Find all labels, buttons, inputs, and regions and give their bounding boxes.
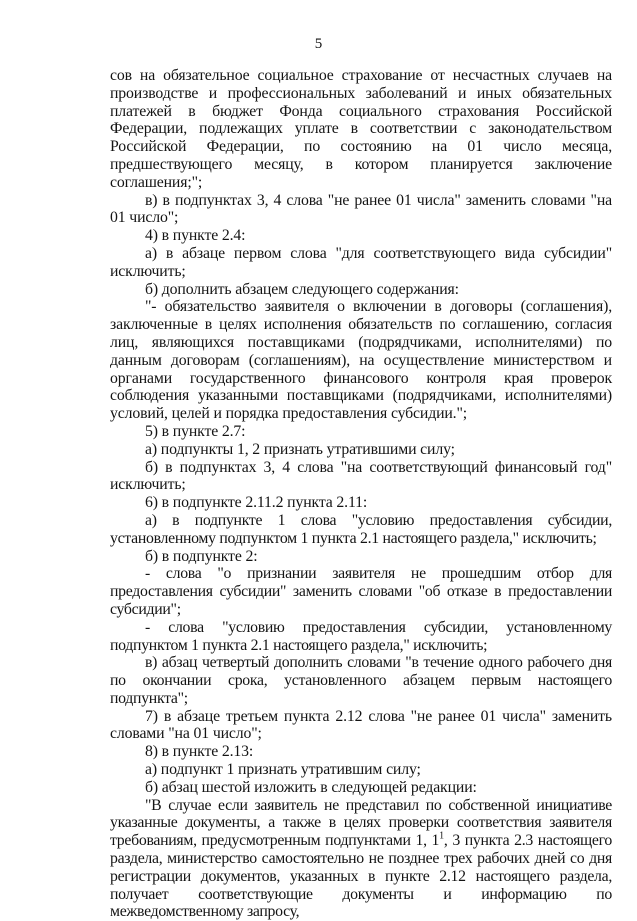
- paragraph-item-4b: б) дополнить абзацем следующего содержания:: [145, 280, 459, 298]
- paragraph-item-7: 7) в абзаце третьем пункта 2.12 слова "не ранее 01 числа" заменить словами "на 01 число";: [110, 707, 612, 743]
- paragraph-item-6v: в) абзац четвертый дополнить словами "в течение одного рабочего дня по окончании срока, установленного абзацем первым настоящего подпункта";: [110, 654, 612, 707]
- document-body: [110, 67, 612, 921]
- paragraph-quoted-obligation: "- обязательство заявителя о включении в договоры (соглашения), заключенные в целях исполнения обязательств по соглашению, согласия лиц, являющихся поставщиками (подрядчиками, исполнителями) по данным договорам (соглашениям), на осуществление министерством и органами государственного финансового контроля края проверок соблюдения указанными поставщиками (подрядчиками, исполнителями) условий, целей и порядка предоставления субсидии.";: [110, 298, 612, 423]
- paragraph-continuation: сов на обязательное социальное страхование от несчастных случаев на производстве и профессиональных заболеваний и иных обязательных платежей в бюджет Фонда социального страхования Российской Федерации, подлежащих уплате в соответствии с законодательством Российской Федерации, по состоянию на 01 число месяца, предшествующего месяцу, в котором планируется заключение соглашения;";: [110, 67, 612, 191]
- paragraph-item-6b: б) в подпункте 2:: [145, 547, 258, 565]
- paragraph-item-4: 4) в пункте 2.4:: [145, 227, 246, 245]
- paragraph-item-8: 8) в пункте 2.13:: [145, 743, 254, 761]
- paragraph-item-6a: а) в подпункте 1 слова "условию предоставления субсидии, установленному подпунктом 1 пункта 2.1 настоящего раздела," исключить;: [110, 511, 612, 547]
- paragraph-item-6b-dash2: - слова "условию предоставления субсидии, установленному подпунктом 1 пункта 2.1 настоящего раздела," исключить;: [110, 618, 612, 654]
- paragraph-quoted-new-text: [110, 797, 612, 921]
- paragraph-item-5a: а) подпункты 1, 2 признать утратившими силу;: [145, 440, 455, 458]
- quoted-text-end: , 3 пункта 2.3 настоящего раздела, министерство самостоятельно не позднее трех рабочих дней со дня регистрации документов, указанных в пункте 2.12 настоящего раздела, получает соответствующие документы и информацию по межведомственному запросу,: [110, 832, 612, 921]
- paragraph-item-4a: а) в абзаце первом слова "для соответствующего вида субсидии" исключить;: [110, 244, 612, 280]
- quoted-text-start: "В случае если заявитель не представил по собственной инициативе указанные документы, а также в целях проверки соответствия заявителя требованиям, предусмотренным подпунктами 1, 1: [110, 796, 612, 850]
- paragraph-item-5b: б) в подпунктах 3, 4 слова "на соответствующий финансовый год" исключить;: [110, 458, 612, 494]
- superscript-index: 1: [439, 831, 444, 842]
- paragraph-item-8b: б) абзац шестой изложить в следующей редакции:: [145, 778, 477, 796]
- paragraph-item-8a: а) подпункт 1 признать утратившим силу;: [145, 761, 421, 779]
- paragraph-item-v: в) в подпунктах 3, 4 слова "не ранее 01 числа" заменить словами "на 01 число";: [110, 191, 612, 227]
- paragraph-item-6b-dash1: - слова "о признании заявителя не прошедшим отбор для предоставления субсидии" заменить словами "об отказе в предоставлении субсидии";: [110, 565, 612, 618]
- paragraph-item-6: 6) в подпункте 2.11.2 пункта 2.11:: [145, 494, 368, 512]
- paragraph-item-5: 5) в пункте 2.7:: [145, 422, 246, 440]
- page-number: 5: [314, 36, 323, 52]
